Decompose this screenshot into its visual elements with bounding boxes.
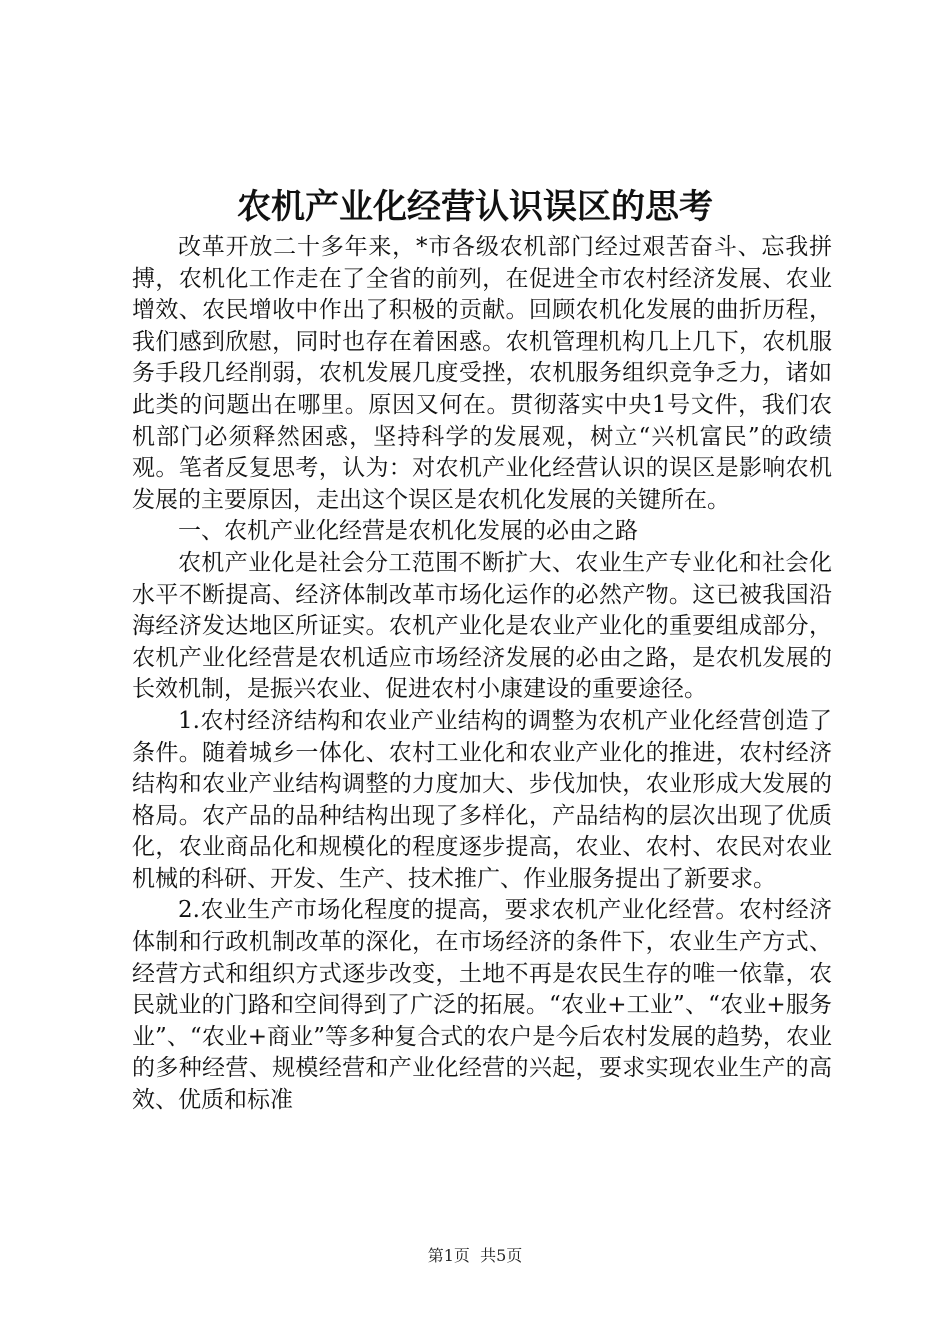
page-number: 第1页 xyxy=(427,1246,470,1265)
section-heading-1: 一、农机产业化经营是农机化发展的必由之路 xyxy=(178,518,638,545)
paragraph-point-2: 2.农业生产市场化程度的提高，要求农机产业化经营。农村经济体制和行政机制改革的深化，在市场经济的条件下，农业生产方式、经营方式和组织方式逐步改变，土地不再是农民生存的唯一依靠，农民就业的门路和空间得到了广泛的拓展。“农业+工业”、“农业+服务业”、“农业+商业”等多种复合式的农户是今后农村发展的趋势，农业的多种经营、规模经营和产业化经营的兴起，要求实现农业生产的高效、优质和标准 xyxy=(132,897,832,1114)
paragraph-intro: 改革开放二十多年来，*市各级农机部门经过艰苦奋斗、忘我拼搏，农机化工作走在了全省的前列，在促进全市农村经济发展、农业增效、农民增收中作出了积极的贡献。回顾农机化发展的曲折历程，我们感到欣慰，同时也存在着困惑。农机管理机构几上几下，农机服务手段几经削弱，农机发展几度受挫，农机服务组织竞争乏力，诸如此类的问题出在哪里。原因又何在。贯彻落实中央1号文件，我们农机部门必须释然困惑，坚持科学的发展观，树立“兴机富民”的政绩观。笔者反复思考，认为：对农机产业化经营认识的误区是影响农机发展的主要原因，走出这个误区是农机化发展的关键所在。 xyxy=(132,234,832,513)
document-body xyxy=(132,232,832,1117)
page-footer xyxy=(0,1244,950,1268)
footer-spacer xyxy=(470,1246,480,1265)
paragraph-point-1: 1.农村经济结构和农业产业结构的调整为农机产业化经营创造了条件。随着城乡一体化、农村工业化和农业产业化的推进，农村经济结构和农业产业结构调整的力度加大、步伐加快，农业形成大发展的格局。农产品的品种结构出现了多样化，产品结构的层次出现了优质化，农业商品化和规模化的程度逐步提高，农业、农村、农民对农业机械的科研、开发、生产、技术推广、作业服务提出了新要求。 xyxy=(132,707,832,892)
paragraph-section-1: 农机产业化是社会分工范围不断扩大、农业生产专业化和社会化水平不断提高、经济体制改革市场化运作的必然产物。这已被我国沿海经济发达地区所证实。农机产业化是农业产业化的重要组成部分，农机产业化经营是农机适应市场经济发展的必由之路，是农机发展的长效机制，是振兴农业、促进农村小康建设的重要途径。 xyxy=(132,549,832,703)
page-total: 共5页 xyxy=(480,1246,523,1265)
document-title: 农机产业化经营认识误区的思考 xyxy=(237,187,713,227)
